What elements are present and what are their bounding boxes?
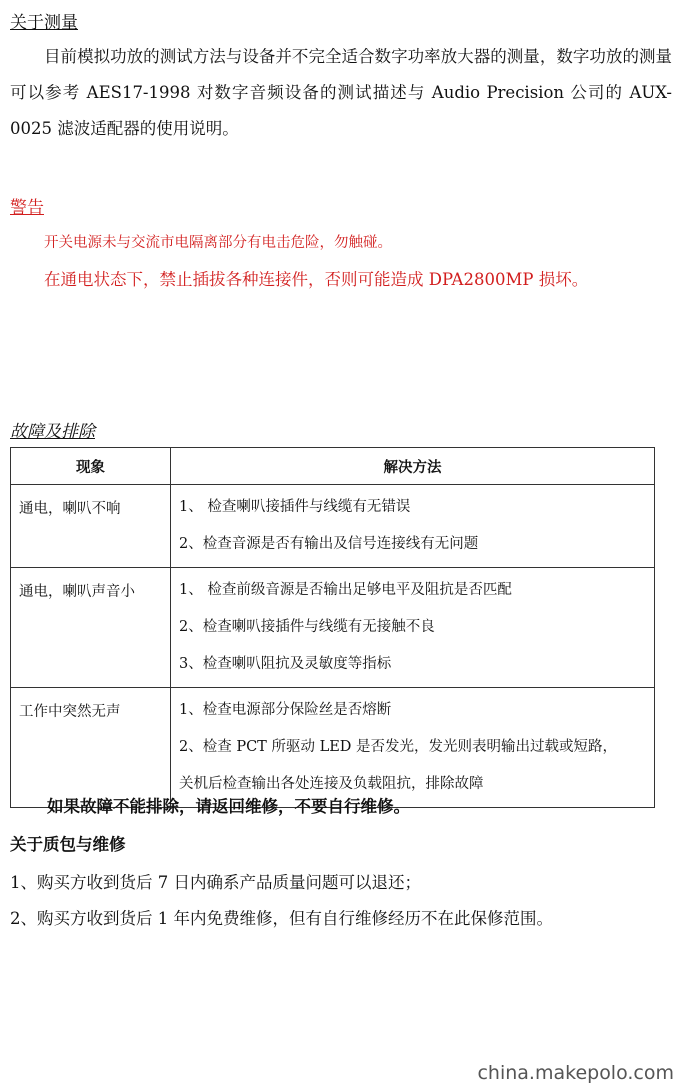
troubleshooting-table xyxy=(10,447,655,808)
solution-line: 关机后检查输出各处连接及负载阻抗，排除故障 xyxy=(179,776,484,792)
troubleshooting-title: 故障及排除 xyxy=(10,422,95,442)
solution-line: 2、检查喇叭接插件与线缆有无接触不良 xyxy=(179,619,435,635)
measurement-paragraph xyxy=(10,39,672,147)
warning-line-1: 开关电源未与交流市电隔离部分有电击危险，勿触碰。 xyxy=(44,235,392,251)
solution-cell xyxy=(171,568,655,688)
symptom-cell: 通电，喇叭不响 xyxy=(11,485,171,568)
warranty-item-2: 2、购买方收到货后 1 年内免费维修，但有自行维修经历不在此保修范围。 xyxy=(10,909,553,928)
solution-cell xyxy=(171,688,655,808)
solution-line: 2、检查音源是否有输出及信号连接线有无问题 xyxy=(179,536,479,552)
solution-line: 3、检查喇叭阻抗及灵敏度等指标 xyxy=(179,656,392,672)
solution-cell xyxy=(171,485,655,568)
solution-line: 1、 检查喇叭接插件与线缆有无错误 xyxy=(179,499,411,515)
site-watermark: china.makepolo.com xyxy=(477,1062,674,1084)
header-symptom: 现象 xyxy=(11,448,171,485)
symptom-cell: 工作中突然无声 xyxy=(11,688,171,808)
measurement-title: 关于测量 xyxy=(10,13,78,33)
troubleshooting-note: 如果故障不能排除，请返回维修，不要自行维修。 xyxy=(47,797,410,816)
solution-line: 1、 检查前级音源是否输出足够电平及阻抗是否匹配 xyxy=(179,582,512,598)
warning-line-2: 在通电状态下，禁止插拔各种连接件，否则可能造成 DPA2800MP 损坏。 xyxy=(44,270,589,289)
symptom-cell: 通电，喇叭声音小 xyxy=(11,568,171,688)
warning-title: 警告 xyxy=(10,198,44,218)
table-row xyxy=(11,568,655,688)
warranty-item-1: 1、购买方收到货后 7 日内确系产品质量问题可以退还； xyxy=(10,873,421,892)
table-header-row xyxy=(11,448,655,485)
solution-line: 2、检查 PCT 所驱动 LED 是否发光，发光则表明输出过载或短路， xyxy=(179,739,618,755)
header-solution: 解决方法 xyxy=(171,448,655,485)
solution-line: 1、检查电源部分保险丝是否熔断 xyxy=(179,702,392,718)
warranty-title: 关于质包与维修 xyxy=(10,835,126,854)
table-row xyxy=(11,688,655,808)
table-row xyxy=(11,485,655,568)
measurement-paragraph-text: 目前模拟功放的测试方法与设备并不完全适合数字功率放大器的测量，数字功放的测量可以参考 AES17-1998 对数字音频设备的测试描述与 Audio Precision 公司的 AUX-0025 滤波适配器的使用说明。 xyxy=(10,47,672,138)
